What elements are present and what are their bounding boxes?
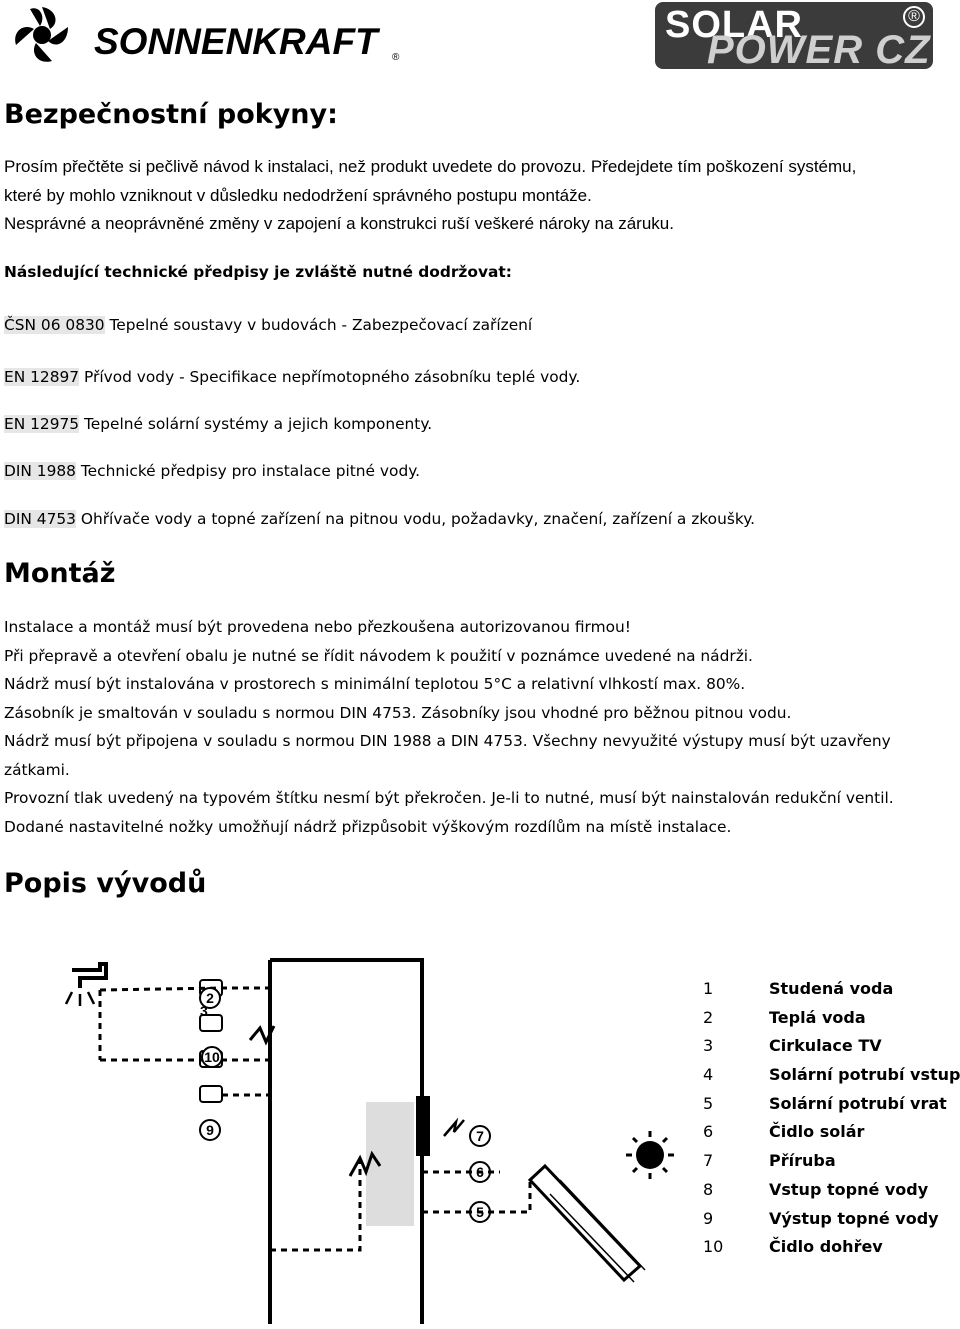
norm-text: Tepelné soustavy v budovách - Zabezpečovací zařízení <box>104 316 533 334</box>
heat-exchanger-area <box>366 1102 414 1226</box>
port-9 <box>200 1086 222 1102</box>
sun-fan-icon <box>15 7 68 62</box>
norm-item <box>4 316 532 334</box>
legend-num: 3 <box>703 1036 714 1056</box>
norm-item <box>4 415 432 433</box>
montaz-line: Provozní tlak uvedený na typovém štítku nesmí být překročen. Je-li to nutné, musí být nainstalován redukční ventil. <box>4 789 894 807</box>
pipe-heat-in <box>270 1160 360 1250</box>
legend-label: Čidlo dohřev <box>769 1237 883 1257</box>
legend-num: 4 <box>703 1065 714 1085</box>
montaz-paragraph <box>4 613 894 841</box>
legend-num: 2 <box>703 1007 714 1027</box>
legend-num: 5 <box>703 1093 714 1113</box>
sonnenkraft-wordmark: SONNENKRAFT <box>94 21 378 62</box>
safety-title: Bezpečnostní pokyny: <box>4 99 338 130</box>
norm-text: Tepelné solární systémy a jejich komponenty. <box>79 415 433 433</box>
lightning-icon <box>444 1120 464 1136</box>
montaz-title: Montáž <box>4 558 116 589</box>
safety-paragraph <box>4 153 856 239</box>
regulations-heading: Následující technické předpisy je zvláště nutné dodržovat: <box>4 263 512 281</box>
diagram-label: 6 <box>476 1164 484 1180</box>
safety-line: které by mohlo vzniknout v důsledku nedodržení správného postupu montáže. <box>4 185 592 205</box>
legend-label: Solární potrubí vstup <box>769 1065 960 1085</box>
norm-item <box>4 368 580 386</box>
legend-label: Teplá voda <box>769 1007 866 1027</box>
safety-line: Prosím přečtěte si pečlivě návod k instalaci, než produkt uvedete do provozu. Předejdete tím poškození systému, <box>4 157 857 176</box>
norm-code: EN 12897 <box>4 368 80 386</box>
legend-num: 6 <box>703 1122 714 1142</box>
norm-code: ČSN 06 0830 <box>4 316 105 334</box>
diagram-label: 10 <box>204 1049 220 1065</box>
norm-item <box>4 462 420 480</box>
legend-num: 1 <box>703 979 714 998</box>
solar-power-logo <box>655 2 933 72</box>
norm-text: Ohřívače vody a topné zařízení na pitnou vodu, požadavky, značení, zařízení a zkoušky. <box>75 510 756 528</box>
diagram-label: 2 <box>206 990 214 1006</box>
diagram-label: 3 <box>200 1003 208 1019</box>
legend-label: Vstup topné vody <box>769 1179 929 1199</box>
legend-num: 7 <box>703 1151 714 1171</box>
tank-diagram <box>60 950 680 1329</box>
water-tap-icon <box>66 964 106 1006</box>
norm-code: EN 12975 <box>4 415 80 433</box>
montaz-line: Zásobník je smaltován v souladu s normou DIN 4753. Zásobníky jsou vhodné pro běžnou pitnou vodu. <box>4 703 792 722</box>
vyvody-title: Popis vývodů <box>4 868 207 899</box>
sun-icon <box>626 1131 674 1179</box>
diagram-label: 9 <box>206 1122 214 1138</box>
pipe-hot <box>100 988 270 990</box>
norm-code: DIN 1988 <box>4 462 76 480</box>
solar-collector-icon <box>530 1166 645 1282</box>
montaz-line: Instalace a montáž musí být provedena nebo přezkoušena autorizovanou firmou! <box>4 618 631 636</box>
logo-power-text: POWER CZ <box>707 28 931 72</box>
montaz-line: Dodané nastavitelné nožky umožňují nádrž přizpůsobit výškovým rozdílům na místě instalace. <box>4 817 732 836</box>
registered-mark: ® <box>903 6 925 28</box>
flange <box>416 1096 430 1156</box>
logo-solar-text: SOLAR <box>665 4 803 46</box>
legend-label: Čidlo solár <box>769 1122 865 1142</box>
legend-label: Příruba <box>769 1151 836 1171</box>
norm-text: Přívod vody - Specifikace nepřímotopného zásobníku teplé vody. <box>79 368 581 386</box>
safety-line: Nesprávné a neoprávněné změny v zapojení a konstrukci ruší veškeré nároky na záruku. <box>4 214 674 233</box>
legend-num: 9 <box>703 1208 714 1228</box>
sonnenkraft-logo <box>10 4 400 66</box>
legend-label: Solární potrubí vrat <box>769 1093 947 1113</box>
diagram-label: 7 <box>476 1128 484 1144</box>
norm-text: Technické předpisy pro instalace pitné vody. <box>75 462 421 480</box>
norm-item <box>4 510 755 528</box>
norm-code: DIN 4753 <box>4 510 76 528</box>
legend-label: Studená voda <box>769 979 894 998</box>
diagram-label: 5 <box>476 1204 484 1220</box>
svg-text:®: ® <box>392 52 400 63</box>
legend-num: 8 <box>703 1179 714 1199</box>
montaz-line: Při přepravě a otevření obalu je nutné se řídit návodem k použití v poznámce uvedené na nádrži. <box>4 646 753 665</box>
legend-label: Výstup topné vody <box>769 1208 939 1228</box>
legend-label: Cirkulace TV <box>769 1036 882 1056</box>
montaz-line: zátkami. <box>4 760 70 779</box>
legend-num: 10 <box>703 1237 724 1257</box>
montaz-line: Nádrž musí být instalována v prostorech s minimální teplotou 5°C a relativní vlhkostí max. 80%. <box>4 675 746 693</box>
montaz-line: Nádrž musí být připojena v souladu s normou DIN 1988 a DIN 4753. Všechny nevyužité výstupy musí být uzavřeny <box>4 732 891 750</box>
